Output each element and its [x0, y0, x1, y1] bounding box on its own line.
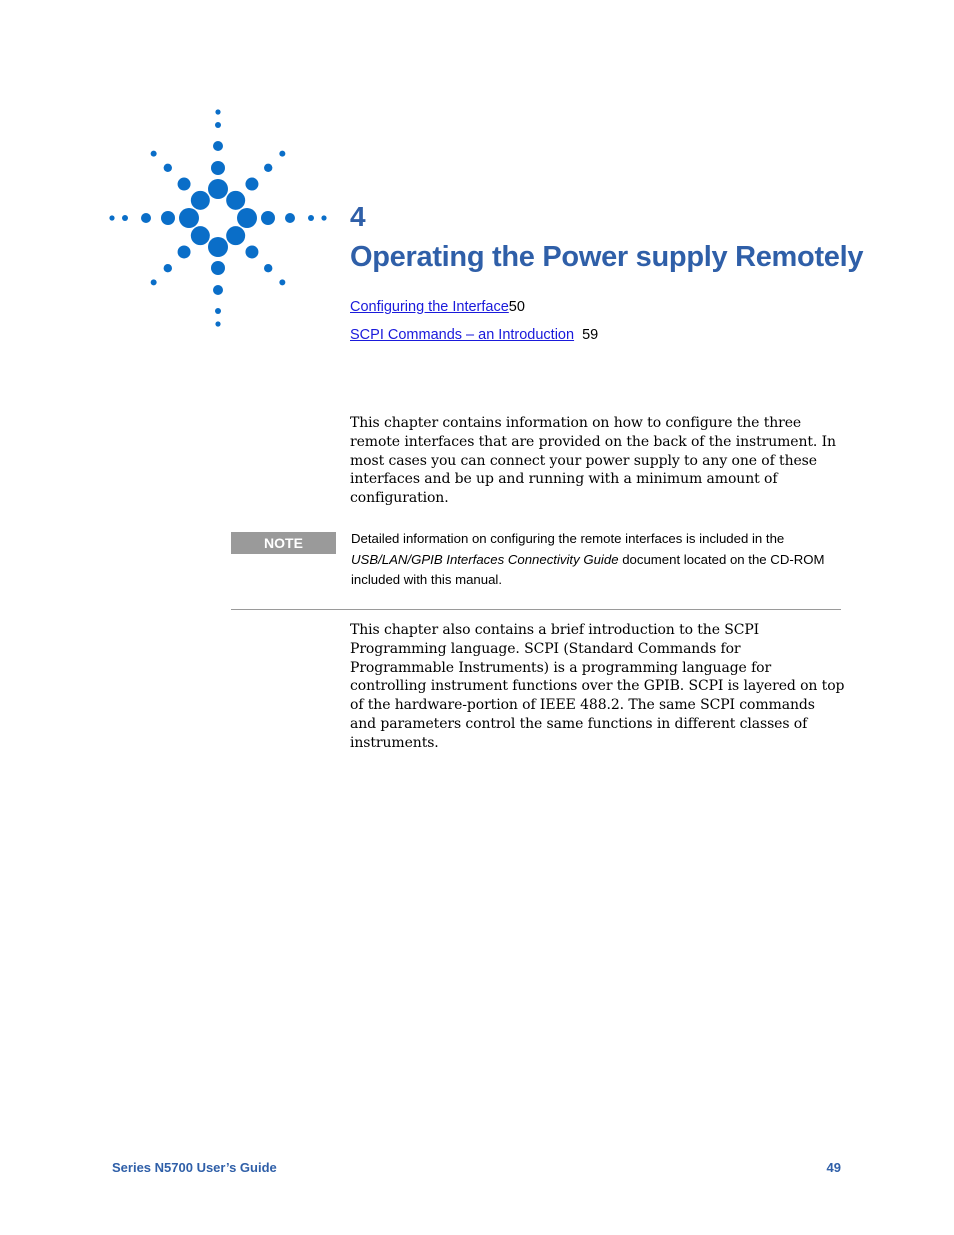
note-text-before: Detailed information on configuring the remote interfaces is included in the — [351, 531, 785, 546]
logo-dot — [215, 308, 221, 314]
logo-dot — [279, 279, 285, 285]
logo-dot — [109, 215, 114, 220]
intro-paragraph: This chapter contains information on how to configure the three remote interfaces that are provided on the back of the instrument. In most cases you can connect your power supply to any one of these interfaces and be up and running with a minimum amount of configuration. — [350, 415, 836, 507]
logo-dot — [264, 264, 272, 272]
logo-dot — [164, 264, 172, 272]
logo-dot — [164, 164, 172, 172]
logo-dot — [285, 213, 295, 223]
logo-dot — [213, 141, 223, 151]
logo-dot — [308, 215, 314, 221]
footer-guide-title: Series N5700 User’s Guide — [112, 1160, 277, 1175]
logo-dot — [208, 179, 228, 199]
note-text — [351, 529, 831, 591]
toc-entry-scpi-commands — [350, 324, 598, 352]
logo-dot — [191, 191, 210, 210]
logo-dot — [215, 109, 220, 114]
logo-dot — [141, 213, 151, 223]
logo-dot — [208, 237, 228, 257]
logo-dot — [178, 245, 191, 258]
footer-page-number: 49 — [826, 1160, 841, 1175]
logo-dot — [321, 215, 326, 220]
scpi-paragraph: This chapter also contains a brief introduction to the SCPI Programming language. SCPI (Standard Commands for Programmable Instruments) is a programming language for controlling instrument functions over the GPIB. SCPI is layered on top of the hardware-portion of IEEE 488.2. The same SCPI commands and parameters control the same functions in different classes of instruments. — [350, 622, 845, 751]
logo-dot — [161, 211, 175, 225]
logo-dot — [261, 211, 275, 225]
logo-dot — [191, 226, 210, 245]
logo-dot — [213, 285, 223, 295]
logo-dot — [151, 151, 157, 157]
logo-dot — [122, 215, 128, 221]
logo-dot — [179, 208, 199, 228]
logo-dot — [178, 178, 191, 191]
logo-dot — [226, 191, 245, 210]
note-divider — [231, 609, 841, 610]
note-badge: NOTE — [231, 532, 336, 554]
toc-page-number: 50 — [508, 299, 525, 315]
logo-dot — [215, 321, 220, 326]
toc-link-scpi-commands[interactable]: SCPI Commands – an Introduction — [350, 327, 575, 343]
toc-entry-configuring-interface — [350, 296, 598, 324]
note-text-after: document located on the CD-ROM included with this manual. — [351, 551, 825, 587]
toc-link-configuring-interface[interactable]: Configuring the Interface — [350, 299, 509, 315]
chapter-title: Operating the Power supply Remotely — [350, 241, 864, 273]
agilent-spark-logo-icon — [106, 106, 330, 330]
logo-dot — [211, 161, 225, 175]
logo-dot — [279, 151, 285, 157]
logo-dot — [245, 178, 258, 191]
logo-dot — [237, 208, 257, 228]
logo-dot — [215, 122, 221, 128]
chapter-number: 4 — [350, 201, 366, 232]
logo-dot — [245, 245, 258, 258]
logo-dot — [151, 279, 157, 285]
toc-page-number: 59 — [582, 327, 599, 343]
connectivity-guide-title: USB/LAN/GPIB Interfaces Connectivity Guide — [351, 551, 619, 567]
logo-dot — [264, 164, 272, 172]
logo-dot — [211, 261, 225, 275]
chapter-toc — [350, 296, 598, 352]
logo-dot — [226, 226, 245, 245]
